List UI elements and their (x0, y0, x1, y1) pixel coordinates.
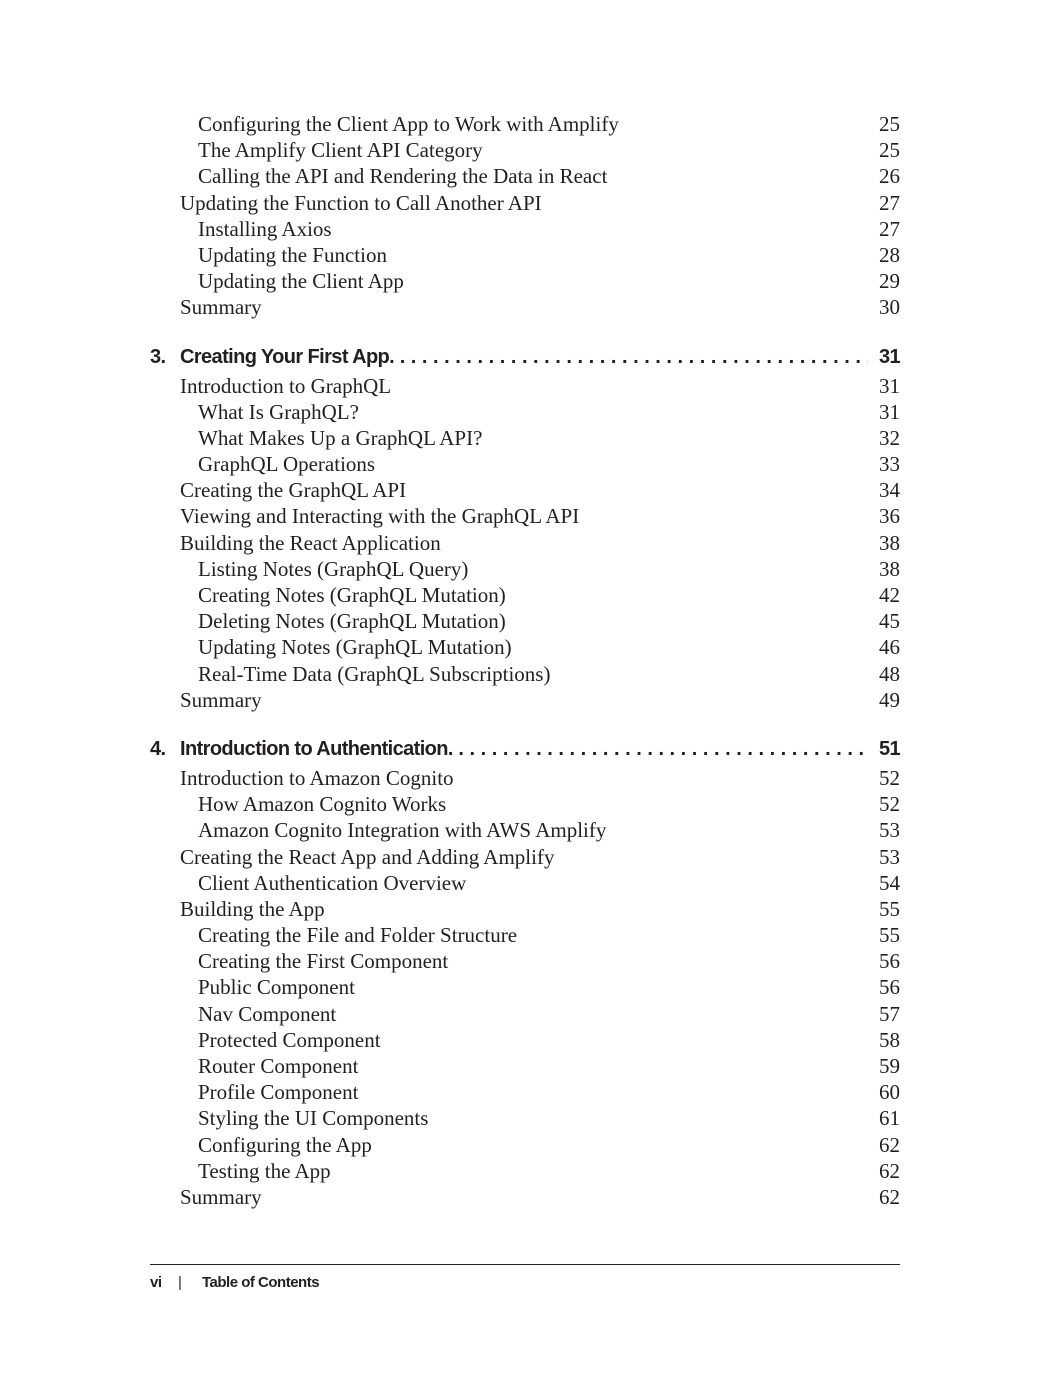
toc-entry-title: What Is GraphQL? (198, 399, 359, 424)
toc-subentry[interactable] (150, 948, 900, 974)
toc-entry-title: Updating the Function (198, 242, 387, 267)
toc-subentry[interactable] (150, 661, 900, 687)
toc-entry-page-number: 32 (879, 425, 900, 450)
toc-subentry[interactable] (150, 1027, 900, 1053)
toc-subentry[interactable] (150, 216, 900, 242)
toc-entry-page-number: 29 (879, 269, 900, 294)
toc-subentry[interactable] (150, 817, 900, 843)
toc-entry-title: GraphQL Operations (198, 452, 376, 477)
toc-entry-title: What Makes Up a GraphQL API? (198, 425, 483, 450)
toc-subentry[interactable] (150, 791, 900, 817)
toc-subentry[interactable] (150, 451, 900, 477)
toc-entry-page-number: 36 (879, 504, 900, 529)
toc-entry-page-number: 55 (879, 896, 900, 921)
toc-entry-title: Introduction to GraphQL (180, 373, 392, 398)
toc-entry-title: Creating the First Component (198, 949, 449, 974)
toc-entry-title: Summary (180, 295, 262, 320)
toc-entry[interactable] (150, 477, 900, 503)
toc-entry-page-number: 53 (879, 818, 900, 843)
toc-subentry[interactable] (150, 163, 900, 189)
chapter-page-number: 51 (878, 737, 900, 760)
toc-entry-page-number: 34 (879, 478, 900, 503)
toc-entry-page-number: 52 (879, 765, 900, 790)
toc-entry-page-number: 62 (879, 1184, 900, 1209)
toc-subentry[interactable] (150, 634, 900, 660)
toc-entry-page-number: 56 (879, 975, 900, 1000)
toc-entry-page-number: 45 (879, 609, 900, 634)
toc-entry-page-number: 49 (879, 687, 900, 712)
toc-subentry[interactable] (150, 1001, 900, 1027)
toc-entry-page-number: 33 (879, 452, 900, 477)
toc-entry-page-number: 52 (879, 792, 900, 817)
toc-entry-page-number: 54 (879, 870, 900, 895)
toc-entry[interactable] (150, 1184, 900, 1210)
toc-entry-page-number: 61 (879, 1106, 900, 1131)
footer-page-number: vi (150, 1274, 162, 1291)
toc-entry-title: How Amazon Cognito Works (198, 792, 447, 817)
toc-entry-title: Building the App (180, 896, 325, 921)
toc-entry-page-number: 59 (879, 1054, 900, 1078)
toc-subentry[interactable] (150, 556, 900, 582)
chapter-title: Creating Your First App. . . . (180, 341, 868, 373)
toc-entry[interactable] (150, 503, 900, 529)
toc-entry-title: Creating the React App and Adding Amplify (180, 844, 555, 869)
toc-subentry[interactable] (150, 399, 900, 425)
toc-entry-title: Deleting Notes (GraphQL Mutation) (198, 609, 506, 634)
toc-entry-page-number: 25 (879, 112, 900, 136)
toc-entry-title: Calling the API and Rendering the Data in React (198, 164, 608, 189)
toc-entry-title: The Amplify Client API Category (198, 138, 483, 163)
toc-entry-title: Summary (180, 1184, 262, 1209)
toc-subentry[interactable] (150, 1105, 900, 1131)
toc-entry-page-number: 28 (879, 242, 900, 267)
toc-entry[interactable] (150, 896, 900, 922)
toc-entry[interactable] (150, 373, 900, 399)
footer-title: Table of Contents (202, 1274, 320, 1291)
chapter-number: 3. (150, 345, 166, 368)
toc-subentry[interactable] (150, 111, 900, 137)
toc-entry-title: Real-Time Data (GraphQL Subscriptions) (198, 661, 551, 686)
toc-entry-title: Protected Component (198, 1027, 381, 1052)
toc-entry-title: Client Authentication Overview (198, 870, 467, 895)
toc-entry-page-number: 30 (879, 295, 900, 320)
toc-subentry[interactable] (150, 608, 900, 634)
chapter-number: 4. (150, 737, 166, 760)
toc-entry-page-number: 38 (879, 556, 900, 581)
toc-subentry[interactable] (150, 974, 900, 1000)
toc-entry-title: Creating Notes (GraphQL Mutation) (198, 583, 506, 607)
toc-entry-page-number: 60 (879, 1080, 900, 1105)
toc-entry-title: Nav Component (198, 1001, 337, 1026)
toc-entry-title: Router Component (198, 1054, 359, 1078)
toc-entry-title: Updating Notes (GraphQL Mutation) (198, 635, 512, 660)
toc-subentry[interactable] (150, 137, 900, 163)
toc-subentry[interactable] (150, 870, 900, 896)
toc-subentry[interactable] (150, 1079, 900, 1105)
toc-entry-page-number: 25 (879, 138, 900, 163)
toc-entry[interactable] (150, 530, 900, 556)
toc-entry[interactable] (150, 294, 900, 320)
toc-entry-page-number: 62 (879, 1158, 900, 1183)
toc-subentry[interactable] (150, 268, 900, 294)
toc-entry-title: Amazon Cognito Integration with AWS Amplify (198, 818, 607, 843)
toc-entry[interactable] (150, 765, 900, 791)
toc-entry-title: Styling the UI Components (198, 1106, 429, 1131)
table-of-contents (150, 111, 900, 1210)
chapter-title: Introduction to Authentication. . . . (180, 733, 868, 765)
toc-subentry[interactable] (150, 582, 900, 608)
chapter-page-number: 31 (878, 345, 900, 368)
toc-entry-title: Viewing and Interacting with the GraphQL API (180, 504, 580, 529)
toc-entry[interactable] (150, 190, 900, 216)
chapter-heading[interactable] (150, 733, 900, 765)
toc-entry-title: Installing Axios (198, 216, 332, 241)
toc-entry-title: Updating the Function to Call Another API (180, 190, 542, 215)
toc-entry-page-number: 57 (879, 1001, 900, 1026)
toc-entry-title: Configuring the App (198, 1132, 372, 1157)
toc-entry-page-number: 42 (879, 583, 900, 607)
toc-entry-title: Creating the GraphQL API (180, 478, 407, 503)
toc-subentry[interactable] (150, 1132, 900, 1158)
toc-entry-title: Profile Component (198, 1080, 359, 1105)
toc-entry-page-number: 55 (879, 923, 900, 948)
toc-entry-title: Testing the App (198, 1158, 331, 1183)
toc-entry-page-number: 31 (879, 399, 900, 424)
toc-entry-title: Building the React Application (180, 530, 441, 555)
toc-entry[interactable] (150, 687, 900, 713)
toc-entry-title: Listing Notes (GraphQL Query) (198, 556, 469, 581)
toc-entry-title: Introduction to Amazon Cognito (180, 765, 454, 790)
toc-entry-page-number: 62 (879, 1132, 900, 1157)
toc-entry-page-number: 27 (879, 216, 900, 241)
footer-separator: | (178, 1274, 182, 1291)
toc-entry-title: Public Component (198, 975, 355, 1000)
page-footer (150, 1264, 900, 1301)
toc-subentry[interactable] (150, 425, 900, 451)
toc-entry-title: Summary (180, 687, 262, 712)
toc-entry-page-number: 58 (879, 1027, 900, 1052)
toc-entry-page-number: 46 (879, 635, 900, 660)
toc-entry-page-number: 53 (879, 844, 900, 869)
toc-subentry[interactable] (150, 1053, 900, 1079)
toc-entry-page-number: 48 (879, 661, 900, 686)
toc-subentry[interactable] (150, 922, 900, 948)
toc-entry-title: Configuring the Client App to Work with Amplify (198, 112, 619, 136)
toc-entry-page-number: 56 (879, 949, 900, 974)
toc-entry-page-number: 38 (879, 530, 900, 555)
toc-entry[interactable] (150, 844, 900, 870)
toc-entry-title: Updating the Client App (198, 269, 404, 294)
toc-entry-page-number: 31 (879, 373, 900, 398)
toc-entry-title: Creating the File and Folder Structure (198, 923, 518, 948)
toc-subentry[interactable] (150, 242, 900, 268)
chapter-heading[interactable] (150, 341, 900, 373)
toc-subentry[interactable] (150, 1158, 900, 1184)
toc-entry-page-number: 27 (879, 190, 900, 215)
toc-entry-page-number: 26 (879, 164, 900, 189)
